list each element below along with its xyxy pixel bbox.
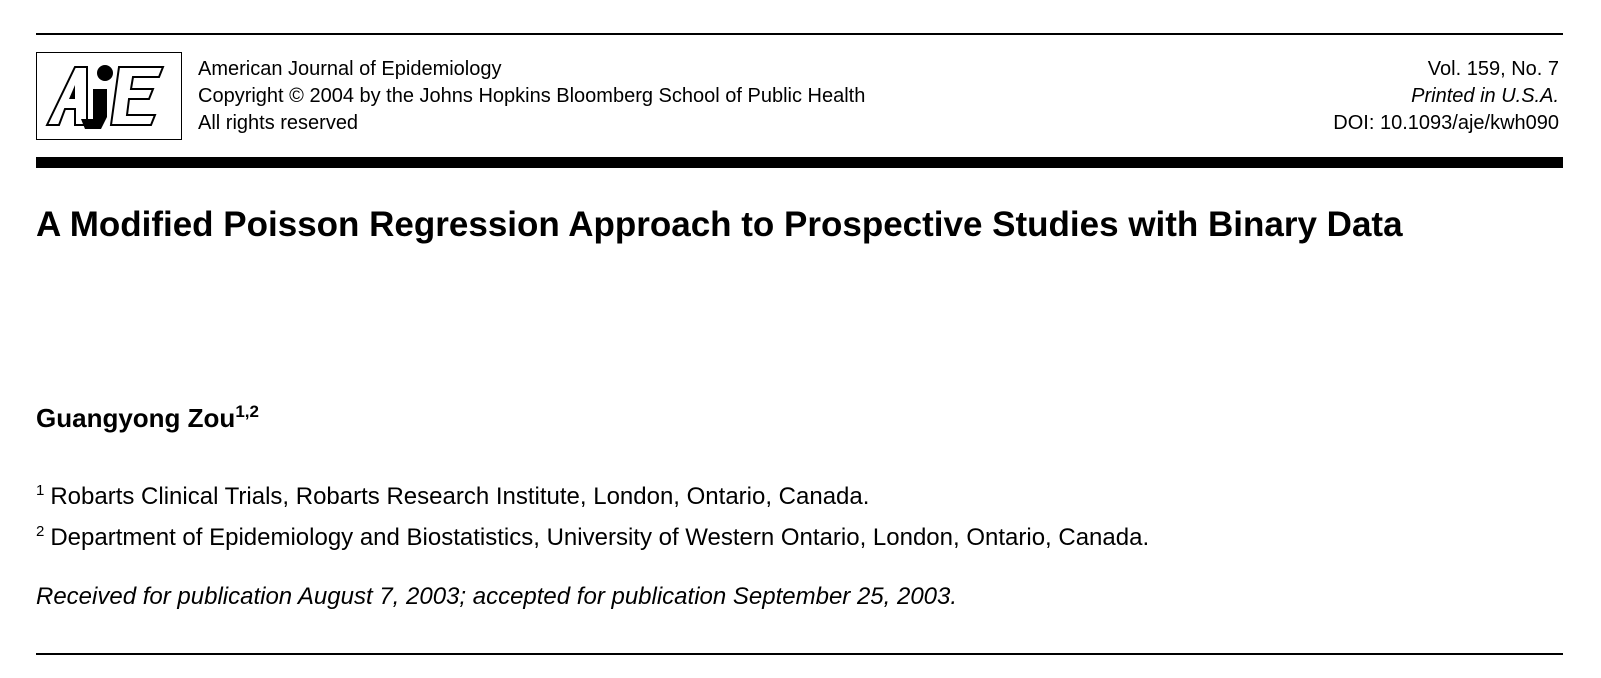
- journal-name: American Journal of Epidemiology: [198, 58, 502, 80]
- bottom-rule: [36, 653, 1563, 655]
- author-affil-marks: 1,2: [235, 402, 259, 421]
- volume-line: Vol. 159, No. 7: [1427, 58, 1559, 80]
- affiliation-2: [36, 514, 1149, 555]
- publication-dates: Received for publication August 7, 2003; accepted for publication September 25, 2003.: [36, 583, 958, 610]
- author-text: Guangyong Zou: [36, 403, 236, 433]
- printed-line: Printed in U.S.A.: [1411, 85, 1559, 107]
- header-thick-rule: [36, 157, 1563, 168]
- journal-logo: [36, 52, 182, 140]
- aje-logo-icon: [45, 59, 173, 133]
- doi-line: DOI: 10.1093/aje/kwh090: [1333, 112, 1559, 134]
- rights-line: All rights reserved: [198, 112, 359, 134]
- affiliation-text: Department of Epidemiology and Biostatistics, University of Western Ontario, London, Ontario, Canada.: [50, 524, 1150, 551]
- top-rule: [36, 33, 1563, 35]
- copyright-line: Copyright © 2004 by the Johns Hopkins Bloomberg School of Public Health: [198, 85, 866, 107]
- author-name: [36, 402, 259, 434]
- affiliation-text: Robarts Clinical Trials, Robarts Research Institute, London, Ontario, Canada.: [50, 483, 870, 510]
- journal-info: [198, 56, 865, 137]
- article-title: A Modified Poisson Regression Approach to Prospective Studies with Binary Data: [36, 205, 1403, 244]
- issue-info: [1333, 56, 1559, 137]
- affiliation-mark: 2: [36, 523, 45, 540]
- affiliation-mark: 1: [36, 482, 45, 499]
- affiliation-1: [36, 473, 1149, 514]
- affiliations: [36, 473, 1149, 555]
